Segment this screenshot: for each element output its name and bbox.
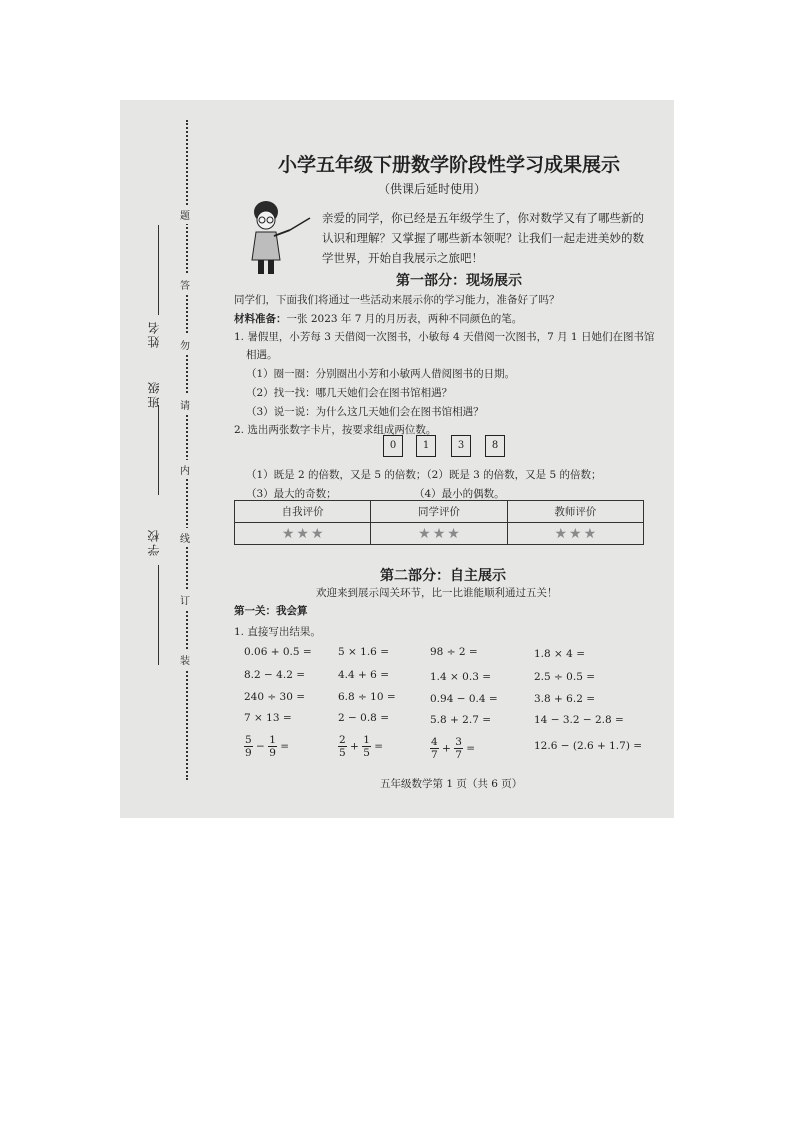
star-icon[interactable]: ★ <box>554 525 568 542</box>
eval-header-self: 自我评价 <box>235 501 371 523</box>
class-label: 班级 <box>147 380 161 408</box>
calc-item: 5 × 1.6 = <box>338 646 389 658</box>
calc-item: 1.4 × 0.3 = <box>430 671 492 683</box>
binding-char: 请 <box>180 395 190 414</box>
materials-text: 一张 2023 年 7 月的月历表，两种不同颜色的笔。 <box>286 313 523 325</box>
denominator: 7 <box>455 749 462 761</box>
denominator: 5 <box>363 747 370 759</box>
q1-part-c: （3）说一说：为什么这几天她们会在图书馆相遇？ <box>246 406 484 418</box>
calc-item: 14 − 3.2 − 2.8 = <box>534 714 624 726</box>
part2-title: 第二部分：自主展示 <box>380 568 506 584</box>
denominator: 9 <box>269 747 276 759</box>
calc-q1: 1. 直接写出结果。 <box>234 626 321 638</box>
q2-part-d: （4）最小的偶数。 <box>414 488 505 500</box>
calc-item: 3.8 + 6.2 = <box>534 693 596 705</box>
part1-title: 第一部分：现场展示 <box>396 273 522 289</box>
materials-label: 材料准备： <box>234 313 287 325</box>
part1-lead: 同学们，下面我们将通过一些活动来展示你的学习能力，准备好了吗？ <box>234 294 560 306</box>
fraction <box>268 734 277 759</box>
fraction-expr-a <box>244 734 289 759</box>
materials-line <box>234 311 522 326</box>
binding-char: 订 <box>180 590 190 609</box>
numerator: 3 <box>455 736 462 748</box>
eval-stars-self[interactable] <box>235 523 371 545</box>
q2-part-ab: （1）既是 2 的倍数，又是 5 的倍数；（2）既是 3 的倍数，又是 5 的倍数； <box>246 469 602 481</box>
calc-item: 1.8 × 4 = <box>534 648 585 660</box>
star-icon[interactable]: ★ <box>281 525 295 542</box>
binding-char: 勿 <box>180 335 190 354</box>
school-blank <box>158 565 159 665</box>
page-subtitle: （供课后延时使用） <box>378 182 487 196</box>
denominator: 9 <box>245 747 252 759</box>
intro-text: 亲爱的同学，你已经是五年级学生了，你对数学又有了哪些新的认识和理解？又掌握了哪些新本领呢？让我们一起走进美妙的数学世界，开始自我展示之旅吧！ <box>322 211 644 265</box>
digit-card: 3 <box>451 435 471 457</box>
calc-item: 240 ÷ 30 = <box>244 691 306 703</box>
eval-stars-peer[interactable] <box>371 523 507 545</box>
star-icon[interactable]: ★ <box>296 525 309 542</box>
eval-header-teacher: 教师评价 <box>507 501 643 523</box>
denominator: 5 <box>339 747 346 759</box>
binding-char: 线 <box>180 528 190 547</box>
binding-char: 题 <box>180 205 190 224</box>
operator: − <box>256 740 265 753</box>
evaluation-table <box>234 500 644 545</box>
q2-part-c: （3）最大的奇数； <box>246 488 337 500</box>
calc-item: 2 − 0.8 = <box>338 712 389 724</box>
numerator: 1 <box>269 734 276 746</box>
star-icon[interactable]: ★ <box>432 525 446 542</box>
binding-char: 答 <box>180 275 190 294</box>
calc-item: 0.06 + 0.5 = <box>244 646 312 658</box>
fraction <box>338 734 347 759</box>
eval-stars-teacher[interactable] <box>507 523 643 545</box>
name-label: 姓名 <box>147 320 161 348</box>
star-icon[interactable]: ★ <box>583 525 597 542</box>
calc-item: 7 × 13 = <box>244 712 292 724</box>
fraction-expr-c <box>430 736 475 761</box>
numerator: 4 <box>431 736 438 748</box>
calc-item: 12.6 − (2.6 + 1.7) = <box>534 740 643 752</box>
calc-item: 4.4 + 6 = <box>338 669 389 681</box>
q1-line2: 相遇。 <box>246 349 278 361</box>
equals-sign: = <box>280 740 290 753</box>
binding-char: 装 <box>180 650 190 669</box>
q2-text: 2. 选出两张数字卡片，按要求组成两位数。 <box>234 424 437 436</box>
name-blank <box>158 225 159 315</box>
equals-sign: = <box>466 742 476 755</box>
level1-title: 第一关：我会算 <box>234 605 308 617</box>
fraction <box>454 736 463 761</box>
fraction <box>244 734 253 759</box>
part2-lead: 欢迎来到展示闯关环节，比一比谁能顺利通过五关！ <box>316 587 558 599</box>
calc-item: 8.2 − 4.2 = <box>244 669 306 681</box>
calc-item: 0.94 − 0.4 = <box>430 693 498 705</box>
school-label: 学校 <box>147 528 161 556</box>
operator: + <box>350 740 359 753</box>
binding-char: 内 <box>180 460 190 479</box>
fraction <box>430 736 439 761</box>
q1-part-a: （1）圈一圈：分别圈出小芳和小敏两人借阅图书的日期。 <box>246 368 516 380</box>
fraction-expr-b <box>338 734 383 759</box>
numerator: 5 <box>245 734 252 746</box>
eval-header-peer: 同学评价 <box>371 501 507 523</box>
teacher-illustration <box>244 198 314 278</box>
q1-part-b: （2）找一找：哪几天她们会在图书馆相遇？ <box>246 387 453 399</box>
class-blank <box>158 405 159 495</box>
star-icon[interactable]: ★ <box>310 525 324 542</box>
q1-line1: 1. 暑假里，小芳每 3 天借阅一次图书，小敏每 4 天借阅一次图书，7 月 1 日她们在图书馆 <box>234 331 655 343</box>
fraction <box>362 734 371 759</box>
denominator: 7 <box>431 749 438 761</box>
star-icon[interactable]: ★ <box>447 525 460 542</box>
star-icon[interactable]: ★ <box>569 525 582 542</box>
operator: + <box>442 742 451 755</box>
digit-card: 1 <box>416 435 436 457</box>
page-title: 小学五年级下册数学阶段性学习成果展示 <box>278 154 621 176</box>
calc-item: 98 ÷ 2 = <box>430 646 478 658</box>
digit-card: 0 <box>383 435 403 457</box>
calc-item: 5.8 + 2.7 = <box>430 714 492 726</box>
numerator: 1 <box>363 734 370 746</box>
digit-card: 8 <box>485 435 505 457</box>
star-icon[interactable]: ★ <box>418 525 431 542</box>
numerator: 2 <box>339 734 346 746</box>
equals-sign: = <box>374 740 384 753</box>
page-footer: 五年级数学第 1 页（共 6 页） <box>380 778 523 790</box>
calc-item: 2.5 ÷ 0.5 = <box>534 671 596 683</box>
calc-item: 6.8 ÷ 10 = <box>338 691 396 703</box>
